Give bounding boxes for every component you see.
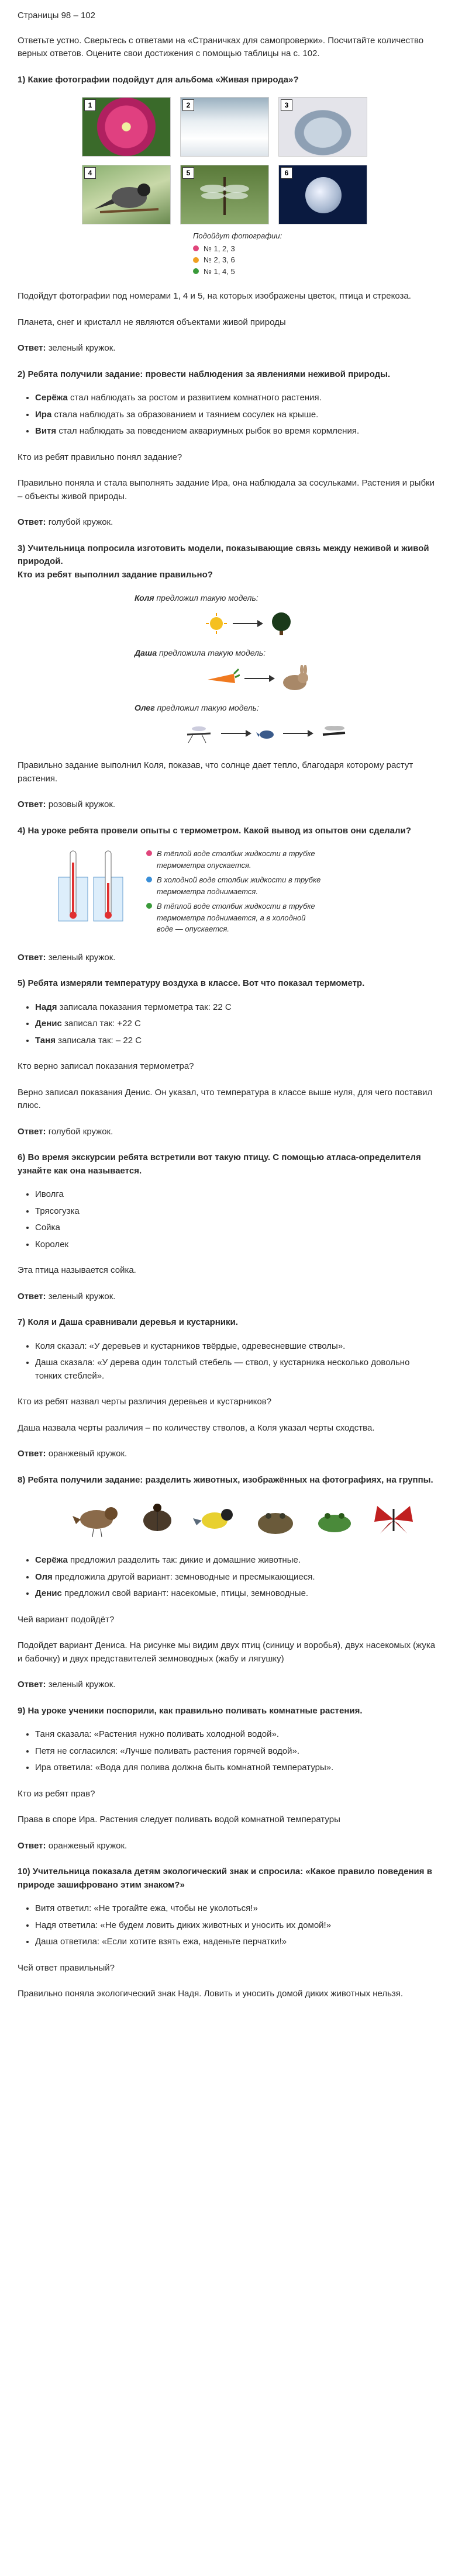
- list-item: • Ира ответила: «Вода для полива должна быть комнатной температуры».: [35, 1761, 437, 1775]
- legend-option-green: № 1, 4, 5: [193, 266, 437, 278]
- legend-title: Подойдут фотографии:: [193, 231, 282, 240]
- legend-option-pink: № 1, 2, 3: [193, 243, 437, 255]
- bird-small-icon: [255, 722, 278, 745]
- q1-figure: [18, 97, 437, 277]
- tit-icon: [188, 1497, 244, 1541]
- q5-explain: Верно записал показания Денис. Он указал, что температура в классе выше нуля, для чего поставил плюс.: [18, 1087, 433, 1110]
- dragonfly-small-icon: [317, 720, 349, 746]
- sun-icon: [205, 612, 228, 635]
- q1-legend: [193, 230, 437, 277]
- frog-icon: [306, 1497, 362, 1541]
- q10-question: Чей ответ правильный?: [18, 1962, 115, 1973]
- intro-text: Ответьте устно. Сверьтесь с ответами на «Страничках для самопроверки». Посчитайте количество верных ответов. Оцените свои достижения с помощью таблицы на с. 102.: [18, 35, 424, 58]
- list-item: • Трясогузка: [35, 1205, 437, 1218]
- list-item: • Витя ответил: «Не трогайте ежа, чтобы не уколоться!»: [35, 1902, 437, 1916]
- photo-number: 6: [281, 167, 292, 179]
- q1-answer: Ответ: зеленый кружок.: [18, 343, 116, 353]
- photo-snow: [180, 97, 269, 157]
- q9-answer: Ответ: оранжевый кружок.: [18, 1840, 127, 1851]
- q8-list: [18, 1554, 437, 1601]
- q8-title: 8) Ребята получили задание: разделить животных, изображённых на фотографиях, на группы.: [18, 1474, 433, 1485]
- q7-list: [18, 1340, 437, 1383]
- q4-legend: [146, 848, 322, 939]
- q7-explain: Даша назвала черты различия – по количеству стволов, а Коля указал черты сходства.: [18, 1422, 375, 1433]
- q2-title: 2) Ребята получили задание: провести наблюдения за явлениями неживой природы.: [18, 369, 391, 379]
- q2-list: [18, 392, 437, 438]
- carrot-icon: [205, 667, 240, 690]
- legend-option-pink: В тёплой воде столбик жидкости в трубке термометра опускается.: [146, 848, 322, 871]
- q6-answer: Ответ: зеленый кружок.: [18, 1291, 116, 1301]
- photo-flower: [82, 97, 171, 157]
- list-item: • Петя не согласился: «Лучше поливать растения горячей водой».: [35, 1745, 437, 1758]
- legend-option-blue: В холодной воде столбик жидкости в трубке термометра поднимается.: [146, 874, 322, 897]
- q5-list: [18, 1001, 437, 1048]
- q3-figure: [18, 592, 437, 746]
- q2-explain: Правильно поняла и стала выполнять задание Ира, она наблюдала за сосульками. Растения и рыбки – объекты живой природы.: [18, 478, 435, 501]
- q5-title: 5) Ребята измеряли температуру воздуха в классе. Вот что показал термометр.: [18, 978, 365, 988]
- list-item: • Оля предложила другой вариант: земноводные и пресмыкающиеся.: [35, 1571, 437, 1584]
- tree-icon: [267, 610, 296, 636]
- q3-answer: Ответ: розовый кружок.: [18, 799, 116, 809]
- list-item: • Надя ответила: «Не будем ловить диких животных и уносить их домой!»: [35, 1919, 437, 1933]
- list-item: • Ира стала наблюдать за образованием и таянием сосулек на крыше.: [35, 408, 437, 422]
- dragonfly-icon: [181, 165, 268, 224]
- list-item: • Таня записала так: – 22 С: [35, 1034, 437, 1048]
- q1-title: 1) Какие фотографии подойдут для альбома «Живая природа»?: [18, 74, 299, 85]
- page-range: Страницы 98 – 102: [18, 11, 95, 20]
- list-item: • Денис предложил свой вариант: насекомые, птицы, земноводные.: [35, 1587, 437, 1601]
- green-circle-icon: [146, 903, 152, 909]
- photo-number: 2: [182, 99, 194, 111]
- bird-icon: [82, 165, 170, 224]
- q1-explain-2: Планета, снег и кристалл не являются объектами живой природы: [18, 317, 286, 327]
- q9-list: [18, 1728, 437, 1775]
- q6-list: [18, 1188, 437, 1251]
- q2-question: Кто из ребят правильно понял задание?: [18, 452, 182, 462]
- photo-number: 3: [281, 99, 292, 111]
- thermometer-icon: [53, 848, 129, 924]
- green-circle-icon: [193, 268, 199, 274]
- legend-option-green: В тёплой воде столбик жидкости в трубке термометра поднимается, а в холодной воде — опускается.: [146, 901, 322, 935]
- q7-answer: Ответ: оранжевый кружок.: [18, 1449, 127, 1459]
- list-item: • Витя стал наблюдать за поведением аквариумных рыбок во время кормления.: [35, 425, 437, 438]
- arrow-icon: [221, 733, 250, 734]
- arrow-icon: [244, 678, 274, 679]
- q2-answer: Ответ: голубой кружок.: [18, 517, 113, 527]
- q7-question: Кто из ребят назвал черты различия деревьев и кустарников?: [18, 1397, 272, 1407]
- beetle-icon: [129, 1497, 185, 1541]
- q9-title: 9) На уроке ученики поспорили, как правильно поливать комнатные растения.: [18, 1705, 363, 1716]
- planet-icon: [305, 177, 342, 213]
- sparrow-icon: [70, 1497, 126, 1541]
- q5-answer: Ответ: голубой кружок.: [18, 1126, 113, 1137]
- q3-title: 3) Учительница попросила изготовить модели, показывающие связь между неживой и живой природой. Кто из ребят выполнил задание правильно?: [18, 543, 429, 580]
- mosquito-icon: [181, 722, 216, 745]
- q9-question: Кто из ребят прав?: [18, 1788, 95, 1799]
- photo-number: 4: [84, 167, 96, 179]
- q9-explain: Права в споре Ира. Растения следует поливать водой комнатной температуры: [18, 1815, 340, 1824]
- list-item: • Даша сказала: «У дерева один толстый стебель — ствол, у кустарника несколько довольно тонких стеблей».: [35, 1356, 437, 1383]
- list-item: • Даша ответила: «Если хотите взять ежа, наденьте перчатки!»: [35, 1936, 437, 1949]
- q10-list: [18, 1902, 437, 1949]
- q8-answer: Ответ: зеленый кружок.: [18, 1680, 116, 1689]
- list-item: • Иволга: [35, 1188, 437, 1202]
- model-oleg-pics: [181, 720, 437, 746]
- q1-explain: Подойдут фотографии под номерами 1, 4 и 5, на которых изображены цветок, птица и стрекоза.: [18, 291, 411, 301]
- q8-question: Чей вариант подойдёт?: [18, 1614, 115, 1625]
- q3-explain: Правильно задание выполнил Коля, показав, что солнце дает тепло, благодаря которому растут растения.: [18, 760, 413, 784]
- q4-title: 4) На уроке ребята провели опыты с термометром. Какой вывод из опытов они сделали?: [18, 825, 411, 836]
- list-item: • Денис записал так: +22 С: [35, 1017, 437, 1031]
- photo-number: 5: [182, 167, 194, 179]
- q6-title: 6) Во время экскурсии ребята встретили вот такую птицу. С помощью атласа-определителя узнайте как она называется.: [18, 1152, 421, 1176]
- orange-circle-icon: [193, 257, 199, 263]
- model-dasha: Даша предложила такую модель:: [135, 648, 266, 657]
- list-item: • Королек: [35, 1238, 437, 1252]
- toad-icon: [247, 1497, 303, 1541]
- list-item: • Серёжа предложил разделить так: дикие и домашние животные.: [35, 1554, 437, 1567]
- arrow-icon: [283, 733, 312, 734]
- q6-explain: Эта птица называется сойка.: [18, 1265, 136, 1275]
- model-dasha-pics: [205, 665, 437, 691]
- q8-explain: Подойдет вариант Дениса. На рисунке мы видим двух птиц (синицу и воробья), двух насекомых (жука и бабочку) и двух представителей земноводных (жабу и лягушку): [18, 1640, 436, 1664]
- rabbit-icon: [278, 665, 311, 691]
- list-item: • Коля сказал: «У деревьев и кустарников твёрдые, одревесневшие стволы».: [35, 1340, 437, 1353]
- q10-title: 10) Учительница показала детям экологический знак и спросила: «Какое правило поведения в природе зашифровано этим знаком?»: [18, 1867, 432, 1890]
- arrow-icon: [233, 623, 262, 624]
- model-oleg: Олег предложил такую модель:: [135, 703, 259, 712]
- list-item: • Таня сказала: «Растения нужно поливать холодной водой».: [35, 1728, 437, 1741]
- list-item: • Сойка: [35, 1221, 437, 1235]
- model-kolya: Коля предложил такую модель:: [135, 593, 258, 603]
- photo-number: 1: [84, 99, 96, 111]
- q4-answer: Ответ: зеленый кружок.: [18, 952, 116, 962]
- butterfly-icon: [366, 1497, 421, 1541]
- list-item: • Серёжа стал наблюдать за ростом и развитием комнатного растения.: [35, 392, 437, 405]
- pink-circle-icon: [146, 850, 152, 856]
- legend-option-orange: № 2, 3, 6: [193, 254, 437, 266]
- list-item: • Надя записала показания термометра так: 22 С: [35, 1001, 437, 1015]
- q7-title: 7) Коля и Даша сравнивали деревья и кустарники.: [18, 1317, 238, 1327]
- photo-bird: [82, 165, 171, 224]
- blue-circle-icon: [146, 877, 152, 882]
- model-kolya-pics: [205, 610, 437, 636]
- photo-dragonfly: [180, 165, 269, 224]
- q4-figure: [53, 848, 437, 939]
- photo-planet: [278, 165, 367, 224]
- q5-question: Кто верно записал показания термометра?: [18, 1061, 194, 1071]
- photo-crystal: [278, 97, 367, 157]
- q8-figure: [70, 1497, 437, 1541]
- q10-explain: Правильно поняла экологический знак Надя. Ловить и уносить домой диких животных нельзя.: [18, 1989, 404, 1999]
- pink-circle-icon: [193, 245, 199, 251]
